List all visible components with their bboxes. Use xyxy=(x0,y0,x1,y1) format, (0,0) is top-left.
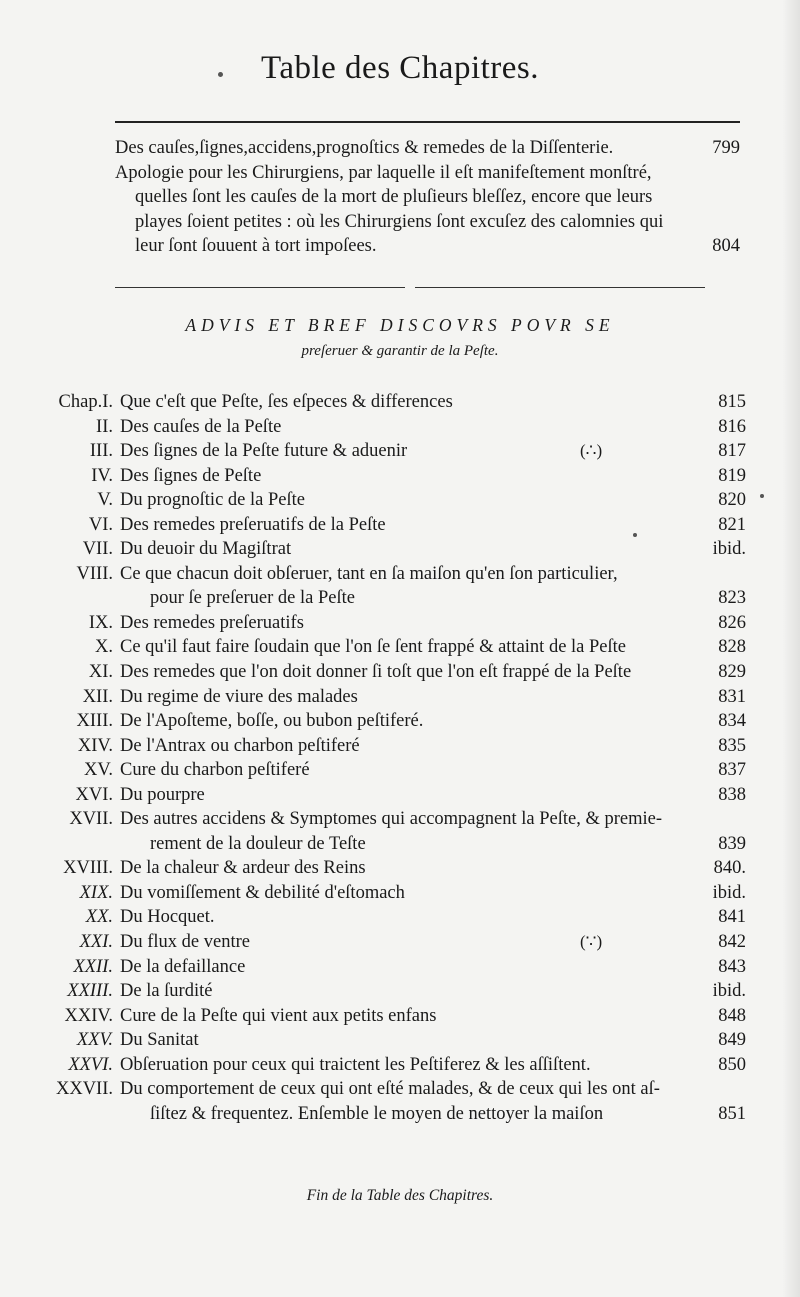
chapter-page: 831 xyxy=(718,686,746,707)
chapter-number: XVIII. xyxy=(63,858,113,879)
chapter-number: XXIII. xyxy=(67,981,113,1002)
chapter-entry xyxy=(36,907,746,932)
intro-line xyxy=(115,136,740,161)
chapter-entry xyxy=(36,1030,746,1055)
chapter-title-text: rement de la douleur de Teſte xyxy=(150,833,366,854)
chapter-title-text: pour ſe preſeruer de la Peſte xyxy=(150,588,355,609)
intro-line xyxy=(115,185,740,210)
chapter-page: 819 xyxy=(718,465,746,486)
chapter-page: 839 xyxy=(718,833,746,854)
chapter-number: XVII. xyxy=(69,809,113,830)
chapter-number: VIII. xyxy=(76,563,113,584)
chapter-entry xyxy=(36,662,746,687)
chapter-number: XVI. xyxy=(75,784,113,805)
chapter-page: ibid. xyxy=(712,882,746,903)
chapter-page: 820 xyxy=(718,490,746,511)
chapter-title xyxy=(120,883,702,904)
chapter-title-text: Du regime de viure des malades xyxy=(120,686,358,707)
chapter-page: 829 xyxy=(718,662,746,683)
chapter-title xyxy=(120,1104,702,1125)
chapter-title xyxy=(120,637,702,658)
chapter-title xyxy=(120,539,702,560)
chapter-title xyxy=(120,687,702,708)
chapter-title-text: Du Sanitat xyxy=(120,1030,199,1051)
chapter-title xyxy=(120,834,702,855)
chapter-title xyxy=(120,417,702,438)
chapter-number: IX. xyxy=(88,612,113,633)
chapter-title xyxy=(120,1030,702,1051)
chapter-title-text: Du Hocquet. xyxy=(120,907,215,928)
section-rule-right xyxy=(415,287,705,288)
chapter-page: 837 xyxy=(718,760,746,781)
chapter-title xyxy=(120,662,702,683)
chapter-title-text: Des ſignes de Peſte xyxy=(120,465,262,486)
ink-speck xyxy=(218,72,223,77)
footer-text: Fin de la Table des Chapitres. xyxy=(306,1187,494,1204)
chapter-number: XIV. xyxy=(77,735,113,756)
chapter-title xyxy=(120,441,702,462)
intro-line xyxy=(115,161,740,186)
chapter-number: VII. xyxy=(82,539,113,560)
chapter-continuation xyxy=(36,588,746,613)
section-title: ADVIS ET BREF DISCOVRS POVR SE xyxy=(185,315,615,335)
chapter-entry xyxy=(36,637,746,662)
chapter-entry xyxy=(36,687,746,712)
intro-line-page: 804 xyxy=(712,236,740,256)
ink-speck xyxy=(633,533,637,537)
chapter-entry xyxy=(36,711,746,736)
chapter-page: 842 xyxy=(718,932,746,953)
chapter-page: 850 xyxy=(718,1054,746,1075)
intro-line-page: 799 xyxy=(712,138,740,158)
chapter-title xyxy=(120,490,702,511)
chapter-entry xyxy=(36,1079,746,1104)
chapter-number: X. xyxy=(95,637,113,658)
chapter-title xyxy=(120,613,702,634)
chapter-title xyxy=(120,711,702,732)
chapter-page: 835 xyxy=(718,735,746,756)
chapter-entry xyxy=(36,564,746,589)
chapter-continuation xyxy=(36,1104,746,1129)
chapter-title xyxy=(120,588,702,609)
chapter-page: 826 xyxy=(718,612,746,633)
intro-line-text: playes ſoient petites : où les Chirurgiens ſont excuſez des calomnies qui xyxy=(135,211,664,232)
chapter-number: XX. xyxy=(85,907,113,928)
chapter-table xyxy=(36,392,746,1128)
chapter-title xyxy=(120,932,702,953)
chapter-page: 841 xyxy=(718,907,746,928)
chapter-entry xyxy=(36,1006,746,1031)
chapter-number: Chap.I. xyxy=(58,392,113,412)
chapter-entry xyxy=(36,539,746,564)
section-subtitle: preſeruer & garantir de la Peſte. xyxy=(301,343,499,359)
printer-mark: (∵) xyxy=(580,932,603,952)
chapter-title-text: Ce qu'il faut faire ſoudain que l'on ſe ſent frappé & attaint de la Peſte xyxy=(120,637,626,658)
chapter-page: 851 xyxy=(718,1103,746,1124)
chapter-entry xyxy=(36,809,746,834)
chapter-number: V. xyxy=(97,490,113,511)
chapter-number: XXI. xyxy=(79,932,113,953)
chapter-title xyxy=(120,858,702,879)
chapter-number: II. xyxy=(96,416,113,437)
chapter-entry xyxy=(36,883,746,908)
chapter-title-text: Des cauſes de la Peſte xyxy=(120,416,282,437)
intro-line xyxy=(115,210,740,235)
intro-line-text: Des cauſes,ſignes,accidens,prognoſtics & remedes de la Diſſenterie. xyxy=(115,138,614,158)
chapter-title-text: ſiſtez & frequentez. Enſemble le moyen de nettoyer la maiſon xyxy=(150,1103,604,1124)
chapter-title-text: De l'Apoſteme, boſſe, ou bubon peſtiferé. xyxy=(120,711,424,732)
chapter-number: XXVII. xyxy=(55,1079,113,1100)
intro-line-text: quelles ſont les cauſes de la mort de pluſieurs bleſſez, encore que leurs xyxy=(135,187,653,207)
chapter-entry xyxy=(36,957,746,982)
chapter-page: 816 xyxy=(718,416,746,437)
chapter-title-text: De l'Antrax ou charbon peſtiferé xyxy=(120,735,360,756)
chapter-title xyxy=(120,907,702,928)
chapter-entry xyxy=(36,932,746,957)
chapter-page: 848 xyxy=(718,1005,746,1026)
chapter-number: XXVI. xyxy=(68,1054,113,1075)
chapter-title xyxy=(120,1079,702,1100)
chapter-number: IV. xyxy=(91,465,113,486)
chapter-page: 815 xyxy=(718,392,746,412)
chapter-number: VI. xyxy=(88,514,113,535)
chapter-title xyxy=(120,564,702,585)
chapter-number: XXII. xyxy=(73,956,113,977)
chapter-entry xyxy=(36,392,746,417)
chapter-title-text: Cure de la Peſte qui vient aux petits enfans xyxy=(120,1005,437,1026)
chapter-entry xyxy=(36,490,746,515)
chapter-title xyxy=(120,466,702,487)
chapter-title-text: Du flux de ventre xyxy=(120,932,250,953)
chapter-page: 843 xyxy=(718,956,746,977)
chapter-title-text: Ce que chacun doit obſeruer, tant en ſa maiſon qu'en ſon particulier, xyxy=(120,563,618,584)
chapter-entry xyxy=(36,417,746,442)
chapter-entry xyxy=(36,760,746,785)
chapter-title-text: Du comportement de ceux qui ont eſté malades, & de ceux qui les ont aſ- xyxy=(120,1079,660,1100)
intro-line xyxy=(115,234,740,259)
chapter-page: 834 xyxy=(718,711,746,732)
page-edge-shadow xyxy=(782,0,800,1297)
chapter-continuation xyxy=(36,834,746,859)
chapter-title xyxy=(120,1006,702,1027)
chapter-number: III. xyxy=(89,441,113,462)
printer-mark: (∴) xyxy=(580,441,603,461)
chapter-page: 828 xyxy=(718,637,746,658)
header-rule xyxy=(115,121,740,123)
intro-line-text: leur ſont ſouuent à tort impoſees. xyxy=(135,236,377,256)
chapter-number: XI. xyxy=(88,662,113,683)
intro-block xyxy=(115,136,740,259)
chapter-entry xyxy=(36,785,746,810)
chapter-entry xyxy=(36,441,746,466)
chapter-title xyxy=(120,392,702,413)
page-title: Table des Chapitres. xyxy=(260,50,540,86)
chapter-title-text: Des remedes preſeruatifs xyxy=(120,612,304,633)
chapter-entry xyxy=(36,613,746,638)
chapter-page: 840. xyxy=(713,858,746,879)
chapter-title-text: Du pourpre xyxy=(120,784,205,805)
chapter-number: XXV. xyxy=(76,1030,113,1051)
chapter-title xyxy=(120,760,702,781)
chapter-title xyxy=(120,785,702,806)
chapter-title-text: Du vomiſſement & debilité d'eſtomach xyxy=(120,882,405,903)
chapter-title-text: Des autres accidens & Symptomes qui accompagnent la Peſte, & premie- xyxy=(120,809,662,830)
chapter-entry xyxy=(36,736,746,761)
chapter-title-text: De la chaleur & ardeur des Reins xyxy=(120,858,366,879)
chapter-title xyxy=(120,981,702,1002)
chapter-title-text: Des remedes preſeruatifs de la Peſte xyxy=(120,514,386,535)
chapter-title xyxy=(120,1055,702,1076)
chapter-title-text: Du prognoſtic de la Peſte xyxy=(120,490,305,511)
chapter-title-text: Des remedes que l'on doit donner ſi toſt que l'on eſt frappé de la Peſte xyxy=(120,662,632,683)
chapter-entry xyxy=(36,981,746,1006)
chapter-title-text: Des ſignes de la Peſte future & aduenir xyxy=(120,441,408,462)
chapter-title-text: Du deuoir du Magiſtrat xyxy=(120,539,292,560)
chapter-title xyxy=(120,809,702,830)
chapter-title-text: Obſeruation pour ceux qui traictent les Peſtiferez & les aſſiſtent. xyxy=(120,1054,591,1075)
section-rule-left xyxy=(115,287,405,288)
chapter-number: XV. xyxy=(84,760,113,781)
chapter-page: 838 xyxy=(718,784,746,805)
chapter-entry xyxy=(36,1055,746,1080)
chapter-page: ibid. xyxy=(712,539,746,560)
chapter-page: 849 xyxy=(718,1030,746,1051)
chapter-entry xyxy=(36,858,746,883)
chapter-title xyxy=(120,736,702,757)
chapter-title-text: De la ſurdité xyxy=(120,981,213,1002)
intro-line-text: Apologie pour les Chirurgiens, par laquelle il eſt manifeſtement monſtré, xyxy=(115,162,652,183)
chapter-title-text: Cure du charbon peſtiferé xyxy=(120,760,310,781)
chapter-page: 823 xyxy=(718,588,746,609)
chapter-title xyxy=(120,515,702,536)
chapter-number: XII. xyxy=(82,686,113,707)
chapter-entry xyxy=(36,515,746,540)
chapter-page: 817 xyxy=(718,441,746,462)
chapter-number: XIX. xyxy=(79,882,113,903)
chapter-page: 821 xyxy=(718,514,746,535)
chapter-title-text: De la defaillance xyxy=(120,956,246,977)
chapter-title xyxy=(120,957,702,978)
chapter-page: ibid. xyxy=(712,981,746,1002)
chapter-entry xyxy=(36,466,746,491)
ink-speck xyxy=(760,494,764,498)
chapter-number: XXIV. xyxy=(64,1005,113,1026)
chapter-number: XIII. xyxy=(76,711,113,732)
chapter-title-text: Que c'eſt que Peſte, ſes eſpeces & differences xyxy=(120,392,453,412)
